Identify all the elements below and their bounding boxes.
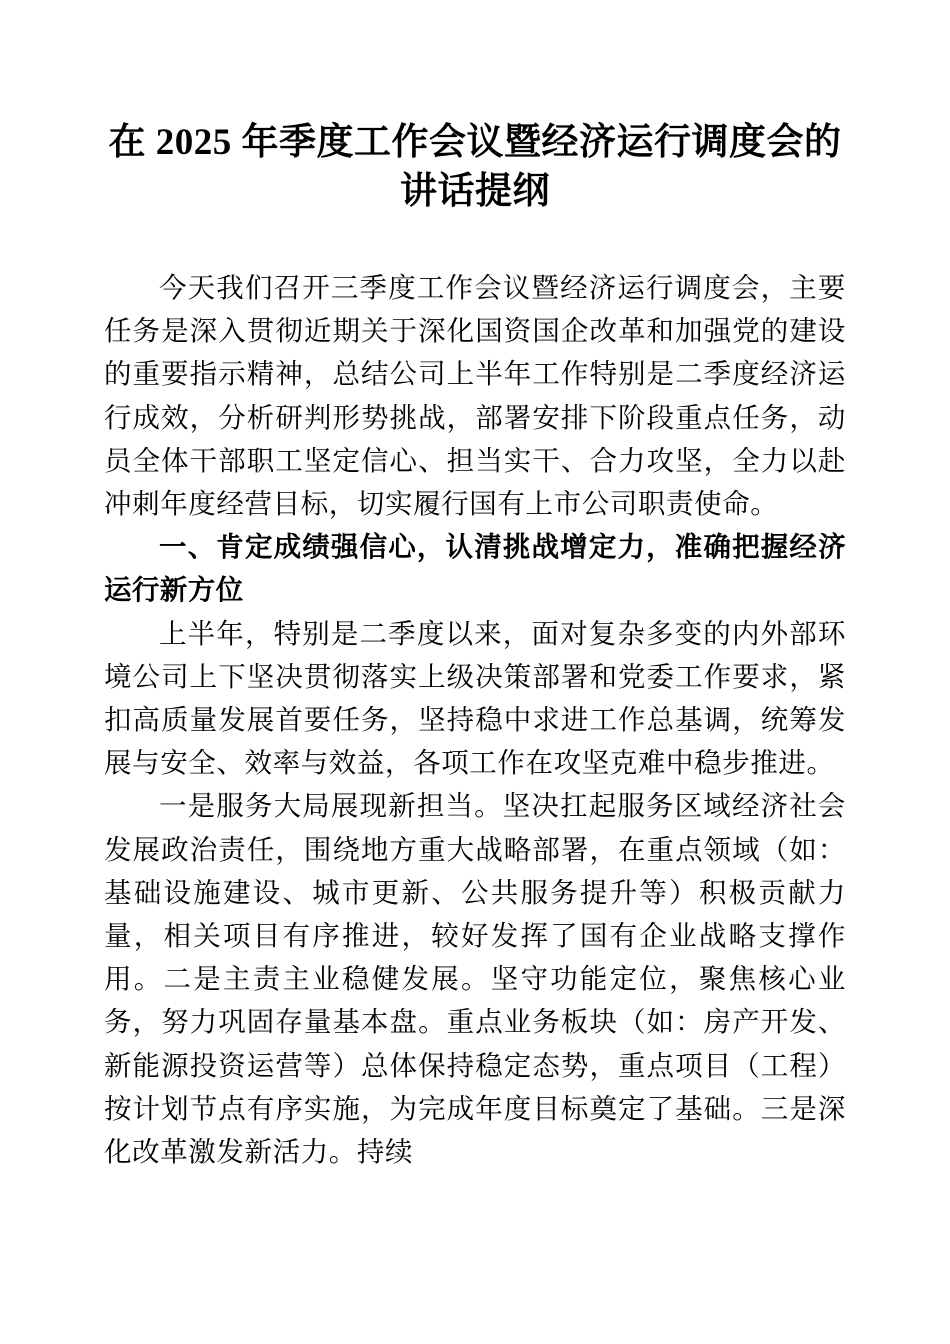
page-title-line-1: 在 2025 年季度工作会议暨经济运行调度会的 <box>108 122 842 163</box>
page-title <box>104 118 846 216</box>
title-body-spacer <box>104 222 846 266</box>
section-heading-one: 一、肯定成绩强信心，认清挑战增定力，准确把握经济运行新方位 <box>104 531 846 606</box>
opening-paragraph: 今天我们召开三季度工作会议暨经济运行调度会，主要任务是深入贯彻近期关于深化国资国企改革和加强党的建设的重要指示精神，总结公司上半年工作特别是二季度经济运行成效，分析研判形势挑战，部署安排下阶段重点任务，动员全体干部职工坚定信心、担当实干、合力攻坚，全力以赴冲刺年度经营目标，切实履行国有上市公司职责使命。 <box>104 272 846 520</box>
document-body <box>104 118 846 1173</box>
section-one-intro-paragraph: 上半年，特别是二季度以来，面对复杂多变的内外部环境公司上下坚决贯彻落实上级决策部署和党委工作要求，紧扣高质量发展首要任务，坚持稳中求进工作总基调，统筹发展与安全、效率与效益，各项工作在攻坚克难中稳步推进。 <box>104 617 846 779</box>
page-title-line-2: 讲话提纲 <box>400 171 550 212</box>
section-one-achievements-paragraph: 一是服务大局展现新担当。坚决扛起服务区域经济社会发展政治责任，围绕地方重大战略部署，在重点领域（如：基础设施建设、城市更新、公共服务提升等）积极贡献力量，相关项目有序推进，较好发挥了国有企业战略支撑作用。二是主责主业稳健发展。坚守功能定位，聚焦核心业务，努力巩固存量基本盘。重点业务板块（如：房产开发、新能源投资运营等）总体保持稳定态势，重点项目（工程）按计划节点有序实施，为完成年度目标奠定了基础。三是深化改革激发新活力。持续 <box>104 790 846 1168</box>
